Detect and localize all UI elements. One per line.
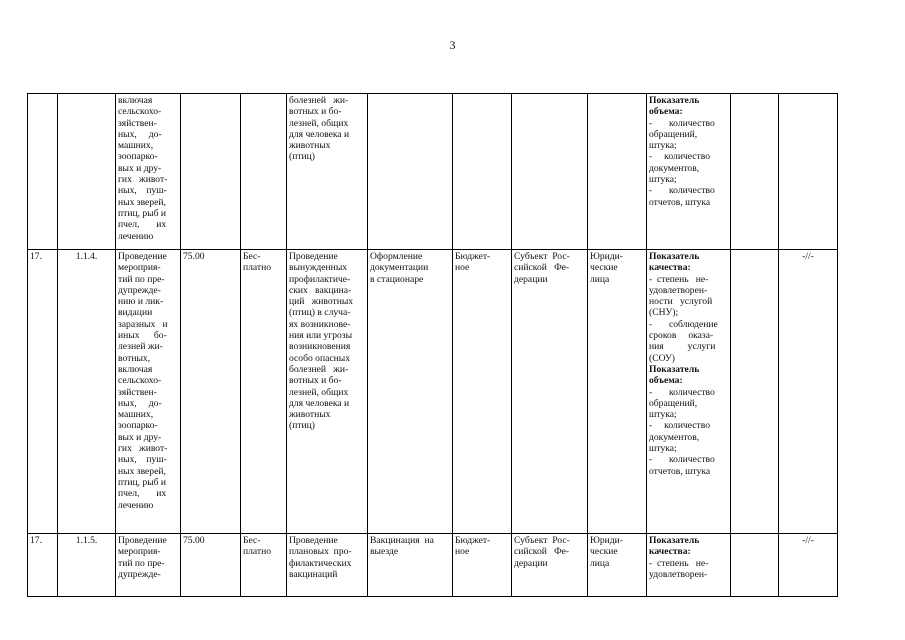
service-name-line: заразных и: [118, 318, 168, 330]
service-form: [453, 534, 512, 597]
service-name-line: ных зверей,: [118, 196, 166, 208]
service-name-line: включая: [118, 363, 153, 375]
service-content-line: (птиц): [289, 151, 315, 163]
service-name-line: вых и дру-: [118, 162, 162, 174]
service-content: [287, 94, 368, 250]
service-name-line: пчел, их: [118, 488, 167, 500]
service-code-line: 1.1.5.: [75, 535, 98, 546]
consumer-category: [588, 94, 647, 250]
funding-source-line: Субъект Рос-: [514, 251, 570, 262]
service-content-line: болезней жи-: [289, 363, 349, 375]
service-name-line: мероприя-: [118, 262, 161, 274]
table-row: [28, 94, 838, 250]
quality-indicators-line: документов,: [649, 431, 700, 443]
service-content-line: вынужденных: [289, 262, 348, 274]
service-name-line: пчел, их: [118, 219, 167, 231]
service-content-line: вотных и бо-: [289, 106, 342, 118]
service-form-line: Бюджет-: [455, 251, 491, 262]
service-name-line: сельскохо-: [118, 106, 162, 118]
quality-indicators-line: удовлетворен-: [649, 568, 708, 580]
service-name-line: зоопарко-: [118, 420, 158, 432]
service-name-line: ных, до-: [118, 128, 162, 140]
service-content-line: животных: [289, 140, 331, 152]
service-content: [287, 250, 368, 534]
service-condition-line: Оформление: [370, 251, 423, 262]
service-content: [287, 534, 368, 597]
funding-source-line: сийской Фе-: [514, 262, 570, 274]
service-condition-line: в стационаре: [370, 273, 424, 285]
service-form-line: ное: [455, 262, 470, 274]
indicator-value: [779, 250, 838, 534]
service-content-line: профилактиче-: [289, 273, 351, 285]
quality-indicators-line: штука;: [649, 174, 677, 186]
quality-indicators-line: - соблюдение: [649, 318, 718, 330]
service-name-line: ных, до-: [118, 397, 162, 409]
empty-cell: [731, 250, 779, 534]
quality-indicators: [647, 94, 731, 250]
row-number-line: 17.: [30, 535, 42, 546]
service-name-line: птиц, рыб и: [118, 476, 167, 488]
payment-type: [241, 94, 287, 250]
service-content-line: филактических: [289, 557, 352, 569]
quality-indicators-line: объема:: [649, 106, 683, 118]
funding-source-line: сийской Фе-: [514, 546, 570, 558]
quality-indicators-line: штука;: [649, 443, 677, 455]
service-content-line: особо опасных: [289, 352, 350, 364]
services-table: [27, 93, 838, 597]
service-name-line: гих живот-: [118, 443, 168, 455]
service-condition: [368, 250, 453, 534]
funding-source-line: Субъект Рос-: [514, 535, 570, 546]
quality-indicators-line: - степень не-: [649, 557, 709, 569]
service-condition: [368, 94, 453, 250]
service-content-line: Проведение: [289, 535, 338, 546]
quality-indicators-line: - количество: [649, 386, 715, 398]
service-name-line: мероприя-: [118, 546, 161, 558]
service-name-line: лечению: [118, 230, 154, 242]
service-condition-line: Вакцинация на: [370, 535, 434, 546]
consumer-category-line: лица: [590, 557, 610, 569]
service-name-line: дупрежде-: [118, 568, 161, 580]
quality-indicators-line: отчетов, штука: [649, 465, 711, 477]
service-condition-line: выезде: [370, 546, 399, 558]
service-content-line: животных: [289, 409, 331, 421]
service-name-line: вых и дру-: [118, 431, 162, 443]
payment-type-line: платно: [243, 262, 272, 274]
consumer-category-line: ческие: [590, 262, 618, 274]
service-content-line: лезней, общих: [289, 386, 349, 398]
indicator-value-line: -//-: [802, 535, 814, 546]
service-content-line: ций животных: [289, 296, 354, 308]
payment-type-line: Бес-: [243, 535, 261, 546]
service-name-line: ных, пуш-: [118, 185, 167, 197]
service-name-line: сельскохо-: [118, 375, 162, 387]
quality-indicators-line: штука;: [649, 140, 677, 152]
service-code-line: 1.1.4.: [75, 251, 98, 262]
service-name-line: дупрежде-: [118, 284, 161, 296]
service-name-line: зяйствен-: [118, 117, 157, 129]
service-name-line: машних,: [118, 409, 154, 421]
service-price: [181, 534, 241, 597]
consumer-category-line: лица: [590, 273, 610, 285]
service-name-line: Проведение: [118, 535, 167, 546]
service-name-line: нию и лик-: [118, 296, 164, 308]
funding-source: [512, 534, 588, 597]
quality-indicators-line: обращений,: [649, 397, 698, 409]
service-name-line: лезней жи-: [118, 341, 163, 353]
row-number: [28, 94, 58, 250]
quality-indicators-line: Показатель: [649, 535, 700, 546]
quality-indicators-line: - количество: [649, 151, 710, 163]
service-name-line: зяйствен-: [118, 386, 157, 398]
service-name-line: гих живот-: [118, 174, 168, 186]
funding-source: [512, 250, 588, 534]
service-name: [116, 534, 181, 597]
service-name-line: ных зверей,: [118, 465, 166, 477]
service-code: [58, 250, 116, 534]
service-condition: [368, 534, 453, 597]
service-name-line: лечению: [118, 499, 154, 511]
quality-indicators-line: ния услуги: [649, 341, 716, 353]
service-name-line: видации: [118, 307, 153, 319]
quality-indicators-line: штука;: [649, 409, 677, 421]
service-content-line: вотных и бо-: [289, 375, 342, 387]
table-row: [28, 534, 838, 597]
quality-indicators-line: удовлетворен-: [649, 284, 708, 296]
indicator-value-line: -//-: [802, 251, 814, 262]
service-content-line: для человека и: [289, 397, 350, 409]
funding-source: [512, 94, 588, 250]
consumer-category-line: ческие: [590, 546, 618, 558]
service-content-line: Проведение: [289, 251, 338, 262]
service-name-line: тий по пре-: [118, 557, 165, 569]
service-content-line: ских вакцина-: [289, 284, 352, 296]
consumer-category: [588, 534, 647, 597]
payment-type-line: Бес-: [243, 251, 261, 262]
quality-indicators-line: Показатель: [649, 251, 700, 262]
service-form: [453, 250, 512, 534]
quality-indicators: [647, 250, 731, 534]
funding-source-line: дерации: [514, 557, 548, 569]
service-content-line: ния или угрозы: [289, 330, 353, 342]
quality-indicators-line: качества:: [649, 546, 691, 558]
service-price: [181, 250, 241, 534]
service-name-line: ных, пуш-: [118, 454, 167, 466]
quality-indicators: [647, 534, 731, 597]
service-form: [453, 94, 512, 250]
quality-indicators-line: - количество: [649, 420, 710, 432]
quality-indicators-line: обращений,: [649, 128, 698, 140]
consumer-category-line: Юриди-: [590, 251, 624, 262]
service-price-line: 75.00: [183, 535, 205, 546]
row-number-line: 17.: [30, 251, 42, 262]
quality-indicators-line: Показатель: [649, 95, 700, 106]
row-number: [28, 534, 58, 597]
service-name-line: включая: [118, 95, 153, 106]
indicator-value: [779, 94, 838, 250]
service-code: [58, 534, 116, 597]
service-condition-line: документации: [370, 262, 429, 274]
service-content-line: вакцинаций: [289, 568, 338, 580]
quality-indicators-line: сроков оказа-: [649, 330, 714, 342]
service-name-line: зоопарко-: [118, 151, 158, 163]
quality-indicators-line: Показатель: [649, 363, 700, 375]
empty-cell: [731, 534, 779, 597]
service-name-line: иных бо-: [118, 330, 167, 342]
quality-indicators-line: ности услугой: [649, 296, 713, 308]
service-name-line: вотных,: [118, 352, 151, 364]
service-name-line: тий по пре-: [118, 273, 165, 285]
service-code: [58, 94, 116, 250]
service-price: [181, 94, 241, 250]
service-price-line: 75.00: [183, 251, 205, 262]
quality-indicators-line: объема:: [649, 375, 683, 387]
payment-type: [241, 250, 287, 534]
quality-indicators-line: (СОУ): [649, 352, 675, 364]
service-content-line: для человека и: [289, 128, 350, 140]
empty-cell: [731, 94, 779, 250]
quality-indicators-line: (СНУ);: [649, 307, 679, 319]
service-form-line: Бюджет-: [455, 535, 491, 546]
funding-source-line: дерации: [514, 273, 548, 285]
service-content-line: (птиц): [289, 420, 315, 432]
payment-type-line: платно: [243, 546, 272, 558]
row-number: [28, 250, 58, 534]
quality-indicators-line: документов,: [649, 162, 700, 174]
service-name-line: машних,: [118, 140, 154, 152]
page-number: 3: [449, 38, 456, 52]
quality-indicators-line: отчетов, штука: [649, 196, 711, 208]
quality-indicators-line: - количество: [649, 117, 715, 129]
service-name-line: Проведение: [118, 251, 167, 262]
consumer-category-line: Юриди-: [590, 535, 624, 546]
service-content-line: плановых про-: [289, 546, 352, 558]
quality-indicators-line: - количество: [649, 454, 715, 466]
service-content-line: болезней жи-: [289, 95, 349, 106]
table-row: [28, 250, 838, 534]
service-content-line: лезней, общих: [289, 117, 349, 129]
service-form-line: ное: [455, 546, 470, 558]
service-name: [116, 94, 181, 250]
service-content-line: ях возникнове-: [289, 318, 351, 330]
quality-indicators-line: качества:: [649, 262, 691, 274]
service-content-line: (птиц) в случа-: [289, 307, 351, 319]
service-content-line: возникновения: [289, 341, 351, 353]
service-name-line: птиц, рыб и: [118, 207, 167, 219]
quality-indicators-line: - количество: [649, 185, 715, 197]
service-name: [116, 250, 181, 534]
indicator-value: [779, 534, 838, 597]
consumer-category: [588, 250, 647, 534]
payment-type: [241, 534, 287, 597]
quality-indicators-line: - степень не-: [649, 273, 709, 285]
